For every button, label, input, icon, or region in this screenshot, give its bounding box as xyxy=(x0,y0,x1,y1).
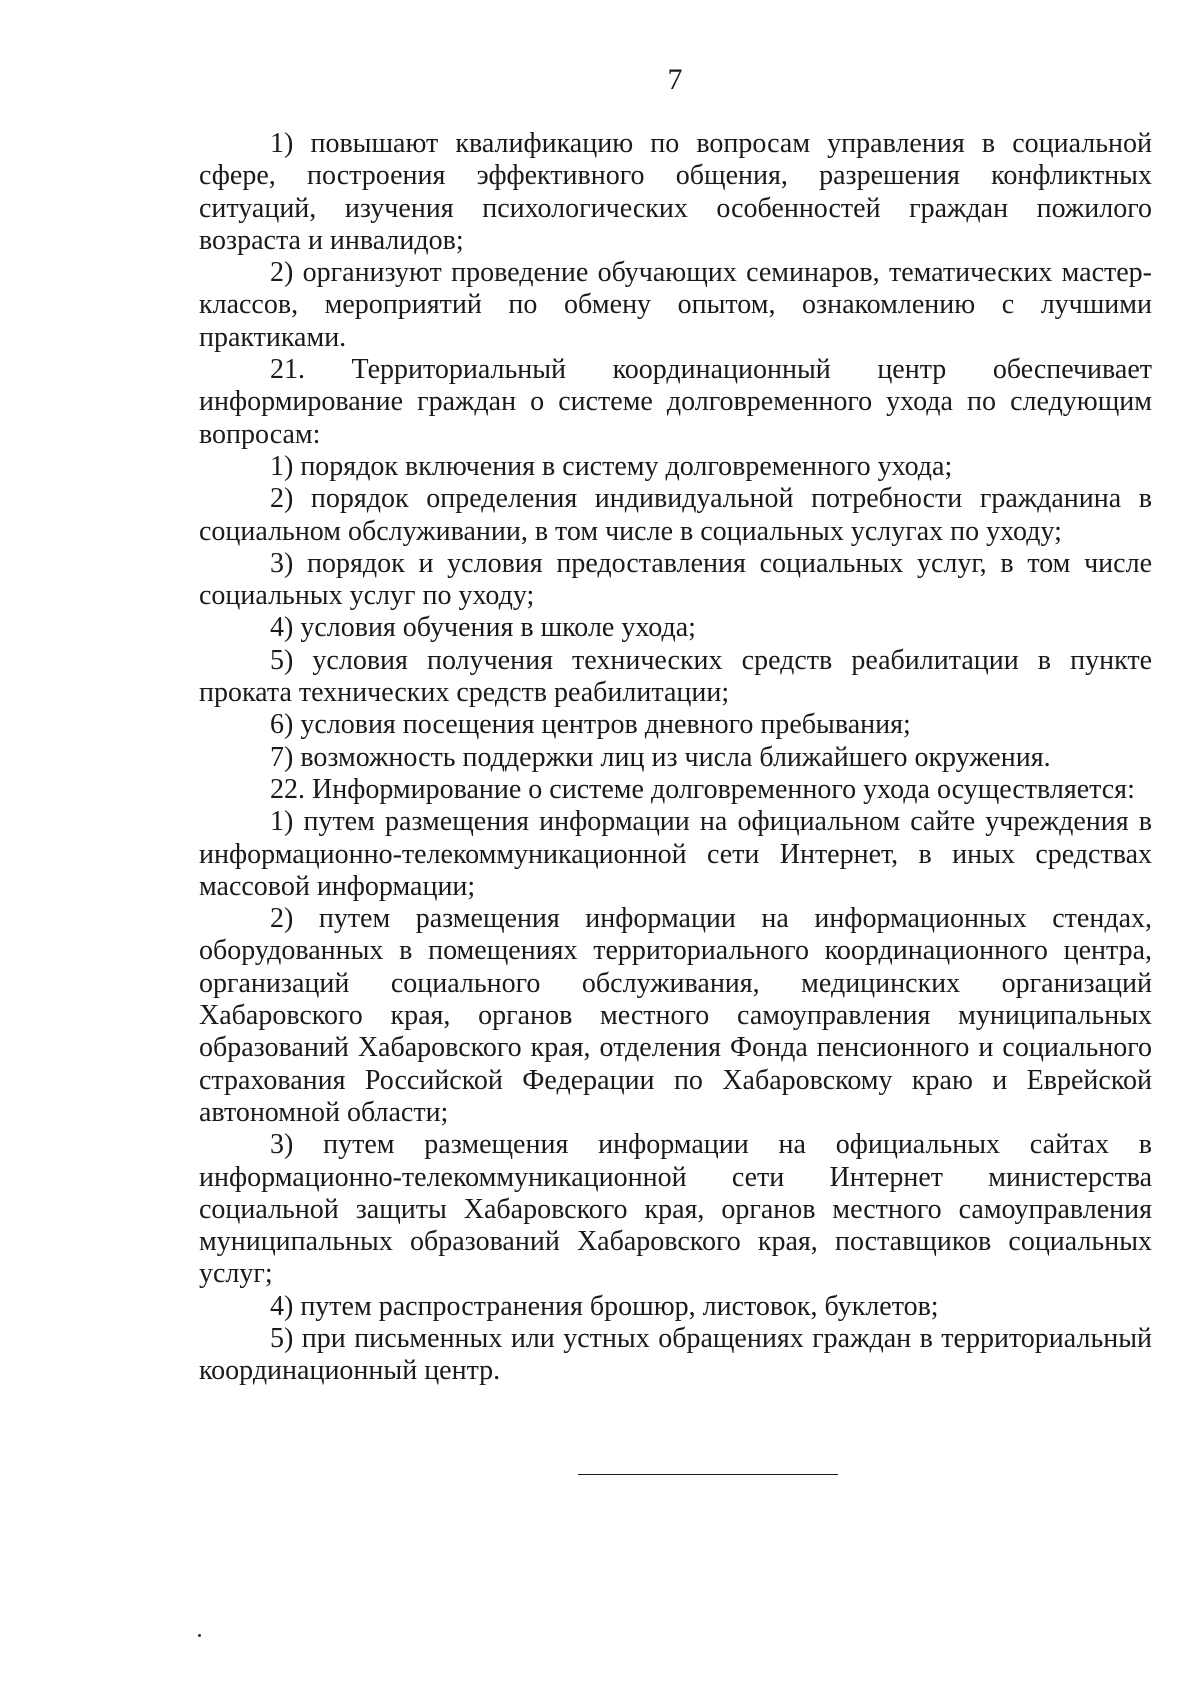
paragraph-22-item-1: 1) путем размещения информации на официальном сайте учреждения в информационно-телекоммуникационной сети Интернет, в иных средствах массовой информации; xyxy=(199,806,1152,902)
paragraph-22-item-5: 5) при письменных или устных обращениях граждан в территориальный координационный центр. xyxy=(199,1322,1152,1387)
paragraph-21-item-1: 1) порядок включения в систему долговременного ухода; xyxy=(270,450,953,482)
scan-dot-mark xyxy=(198,1634,201,1637)
paragraph-21-item-7: 7) возможность поддержки лиц из числа ближайшего окружения. xyxy=(270,741,1051,773)
document-body xyxy=(199,128,1152,1388)
paragraph-21-item-5: 5) условия получения технических средств реабилитации в пункте проката технических средств реабилитации; xyxy=(199,644,1152,709)
paragraph-clause-21: 21. Территориальный координационный центр обеспечивает информирование граждан о системе долговременного ухода по следующим вопросам: xyxy=(199,354,1152,450)
paragraph-21-item-2: 2) порядок определения индивидуальной потребности гражданина в социальном обслуживании, в том числе в социальных услугах по уходу; xyxy=(199,483,1152,547)
paragraph-21-item-6: 6) условия посещения центров дневного пребывания; xyxy=(270,709,911,741)
page-number: 7 xyxy=(667,63,683,96)
paragraph-clause-22: 22. Информирование о системе долговременного ухода осуществляется: xyxy=(270,773,1135,805)
paragraph-22-item-3: 3) путем размещения информации на официальных сайтах в информационно-телекоммуникационной сети Интернет министерства социальной защиты Хабаровского края, органов местного самоуправления муниципальных образований Хабаровского края, поставщиков социальных услуг; xyxy=(199,1129,1152,1290)
paragraph-22-item-4: 4) путем распространения брошюр, листовок, буклетов; xyxy=(270,1290,939,1322)
paragraph-21-item-3: 3) порядок и условия предоставления социальных услуг, в том числе социальных услуг по уходу; xyxy=(199,547,1152,612)
paragraph-item-2-seminars: 2) организуют проведение обучающих семинаров, тематических мастер-классов, мероприятий по обмену опытом, ознакомлению с лучшими практиками. xyxy=(199,257,1152,353)
paragraph-item-1-qualification: 1) повышают квалификацию по вопросам управления в социальной сфере, построения эффективного общения, разрешения конфликтных ситуаций, изучения психологических особенностей граждан пожилого возраста и инвалидов; xyxy=(199,128,1152,256)
paragraph-22-item-2: 2) путем размещения информации на информационных стендах, оборудованных в помещениях территориального координационного центра, организаций социального обслуживания, медицинских организаций Хабаровского края, органов местного самоуправления муниципальных образований Хабаровского края, отделения Фонда пенсионного и социального страхования Российской Федерации по Хабаровскому краю и Еврейской автономной области; xyxy=(199,903,1152,1128)
end-separator-line xyxy=(578,1474,838,1475)
paragraph-21-item-4: 4) условия обучения в школе ухода; xyxy=(270,612,696,644)
